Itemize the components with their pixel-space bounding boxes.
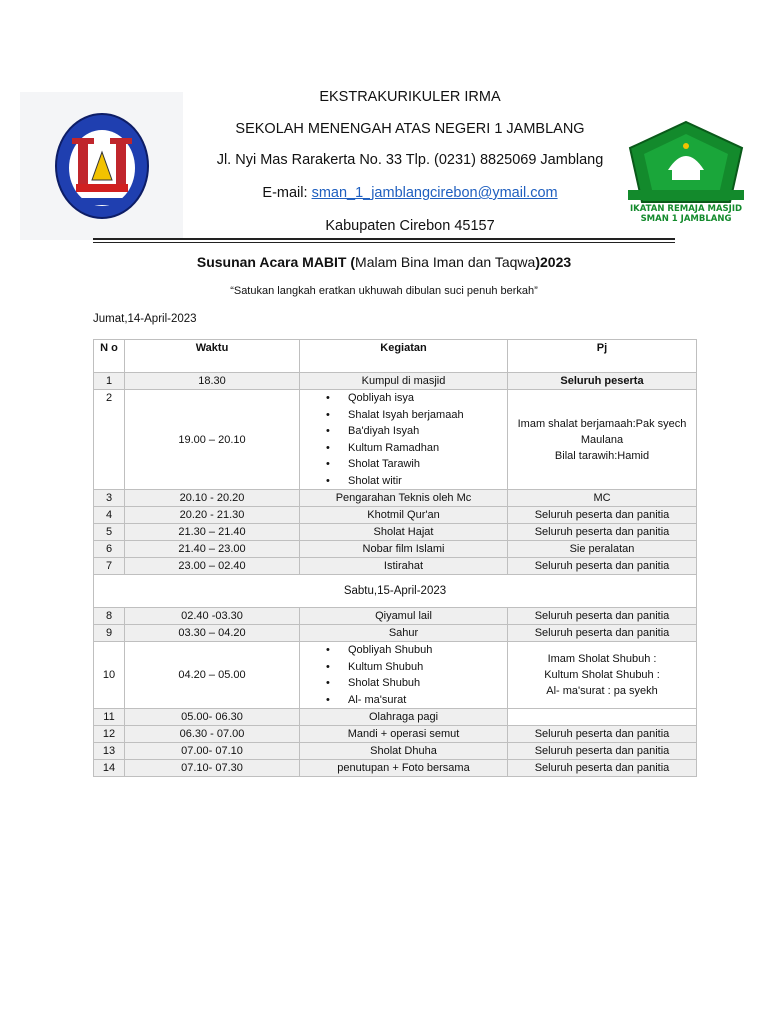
- title-part-2: Malam Bina Iman dan Taqwa: [355, 254, 536, 270]
- header-pj: Pj: [508, 340, 697, 373]
- cell-waktu: 05.00- 06.30: [125, 709, 300, 726]
- list-item: • Kultum Ramadhan: [326, 440, 505, 457]
- cell-kegiatan-list: [300, 390, 508, 490]
- cell-pj: [508, 709, 697, 726]
- cell-kegiatan: Sholat Dhuha: [300, 743, 508, 760]
- header-region: Kabupaten Cirebon 45157: [325, 218, 495, 234]
- cell-pj: Sie peralatan: [508, 541, 697, 558]
- cell-waktu: 07.00- 07.10: [125, 743, 300, 760]
- cell-no: 6: [94, 541, 125, 558]
- list-item: • Qobliyah Shubuh: [326, 642, 505, 659]
- day-2-date: Sabtu,15-April-2023: [94, 575, 697, 608]
- cell-kegiatan: Sahur: [300, 625, 508, 642]
- cell-pj: [508, 390, 697, 490]
- cell-no: 10: [94, 642, 125, 709]
- schedule-table: [93, 339, 697, 777]
- table-row: [94, 709, 697, 726]
- cell-no: 5: [94, 524, 125, 541]
- cell-no: 3: [94, 490, 125, 507]
- header-divider: [93, 238, 675, 240]
- cell-waktu: 19.00 – 20.10: [125, 390, 300, 490]
- cell-pj: Seluruh peserta dan panitia: [508, 558, 697, 575]
- header-divider-thin: [93, 242, 675, 243]
- cell-waktu: 20.10 - 20.20: [125, 490, 300, 507]
- cell-waktu: 18.30: [125, 373, 300, 390]
- table-row: [94, 642, 697, 709]
- pj-line: Al- ma'surat : pa syekh: [546, 685, 658, 697]
- table-row: [94, 743, 697, 760]
- header-email-line: [160, 185, 660, 201]
- cell-kegiatan-list: [300, 642, 508, 709]
- cell-pj: [508, 642, 697, 709]
- cell-pj: MC: [508, 490, 697, 507]
- list-item: • Shalat Isyah berjamaah: [326, 407, 505, 424]
- cell-waktu: 02.40 -03.30: [125, 608, 300, 625]
- table-row: [94, 558, 697, 575]
- cell-waktu: 04.20 – 05.00: [125, 642, 300, 709]
- school-logo: [20, 92, 183, 240]
- list-item: • Kultum Shubuh: [326, 659, 505, 676]
- header-no: N o: [94, 340, 125, 373]
- cell-no: 9: [94, 625, 125, 642]
- title-part-1: Susunan Acara MABIT (: [196, 254, 356, 270]
- table-header-row: [94, 340, 697, 373]
- cell-waktu: 23.00 – 02.40: [125, 558, 300, 575]
- header-address: Jl. Nyi Mas Rarakerta No. 33 Tlp. (0231) 8825069 Jamblang: [216, 152, 604, 168]
- table-row: [94, 760, 697, 777]
- cell-no: 13: [94, 743, 125, 760]
- cell-kegiatan: Nobar film Islami: [300, 541, 508, 558]
- cell-pj: Seluruh peserta dan panitia: [508, 726, 697, 743]
- cell-waktu: 03.30 – 04.20: [125, 625, 300, 642]
- list-item: • Qobliyah isya: [326, 390, 505, 407]
- cell-no: 11: [94, 709, 125, 726]
- cell-waktu: 21.40 – 23.00: [125, 541, 300, 558]
- cell-waktu: 20.20 - 21.30: [125, 507, 300, 524]
- cell-kegiatan: Khotmil Qur'an: [300, 507, 508, 524]
- cell-no: 14: [94, 760, 125, 777]
- table-row: [94, 541, 697, 558]
- cell-kegiatan: Istirahat: [300, 558, 508, 575]
- pj-line: Bilal tarawih:Hamid: [554, 449, 650, 462]
- cell-kegiatan: Pengarahan Teknis oleh Mc: [300, 490, 508, 507]
- cell-pj: Seluruh peserta dan panitia: [508, 524, 697, 541]
- list-item: • Sholat witir: [326, 473, 505, 490]
- cell-kegiatan: penutupan + Foto bersama: [300, 760, 508, 777]
- list-item: • Al- ma'surat: [326, 692, 505, 709]
- cell-pj: Seluruh peserta dan panitia: [508, 760, 697, 777]
- cell-pj: Seluruh peserta: [508, 373, 697, 390]
- email-link[interactable]: sman_1_jamblangcirebon@ymail.com: [311, 185, 558, 201]
- table-row: [94, 608, 697, 625]
- cell-pj: Seluruh peserta dan panitia: [508, 743, 697, 760]
- irma-caption-2: SMAN 1 JAMBLANG: [640, 214, 732, 224]
- cell-no: 12: [94, 726, 125, 743]
- cell-pj: Seluruh peserta dan panitia: [508, 608, 697, 625]
- email-label: E-mail:: [262, 185, 312, 201]
- cell-waktu: 06.30 - 07.00: [125, 726, 300, 743]
- header-waktu: Waktu: [125, 340, 300, 373]
- cell-kegiatan: Kumpul di masjid: [300, 373, 508, 390]
- cell-pj: Seluruh peserta dan panitia: [508, 507, 697, 524]
- header-line-1: EKSTRAKURIKULER IRMA: [319, 89, 501, 105]
- list-item: • Sholat Shubuh: [326, 675, 505, 692]
- section-row: [94, 575, 697, 608]
- cell-kegiatan: Olahraga pagi: [300, 709, 508, 726]
- cell-no: 4: [94, 507, 125, 524]
- header-line-2: SEKOLAH MENENGAH ATAS NEGERI 1 JAMBLANG: [235, 121, 585, 137]
- cell-no: 7: [94, 558, 125, 575]
- table-row: [94, 507, 697, 524]
- pj-line: Imam Sholat Shubuh :: [547, 653, 657, 665]
- cell-no: 8: [94, 608, 125, 625]
- table-row: [94, 373, 697, 390]
- table-row: [94, 490, 697, 507]
- school-emblem-icon: [20, 92, 183, 240]
- list-item: • Sholat Tarawih: [326, 456, 505, 473]
- cell-waktu: 07.10- 07.30: [125, 760, 300, 777]
- title-part-3: )2023: [535, 254, 572, 270]
- cell-no: 2: [94, 390, 125, 490]
- motto: “Satukan langkah eratkan ukhuwah dibulan suci penuh berkah”: [230, 285, 538, 297]
- cell-kegiatan: Sholat Hajat: [300, 524, 508, 541]
- cell-waktu: 21.30 – 21.40: [125, 524, 300, 541]
- pj-line: Imam shalat berjamaah:Pak syech Maulana: [517, 417, 687, 446]
- table-row: [94, 625, 697, 642]
- table-row: [94, 524, 697, 541]
- cell-pj: Seluruh peserta dan panitia: [508, 625, 697, 642]
- cell-kegiatan: Mandi + operasi semut: [300, 726, 508, 743]
- pj-line: Kultum Sholat Shubuh :: [544, 669, 660, 681]
- document-title: [93, 254, 675, 270]
- cell-no: 1: [94, 373, 125, 390]
- table-row: [94, 390, 697, 490]
- day-1-date: Jumat,14-April-2023: [93, 313, 197, 325]
- irma-caption-1: IKATAN REMAJA MASJID: [629, 204, 743, 214]
- list-item: • Ba'diyah Isyah: [326, 423, 505, 440]
- table-row: [94, 726, 697, 743]
- cell-kegiatan: Qiyamul lail: [300, 608, 508, 625]
- header-kegiatan: Kegiatan: [300, 340, 508, 373]
